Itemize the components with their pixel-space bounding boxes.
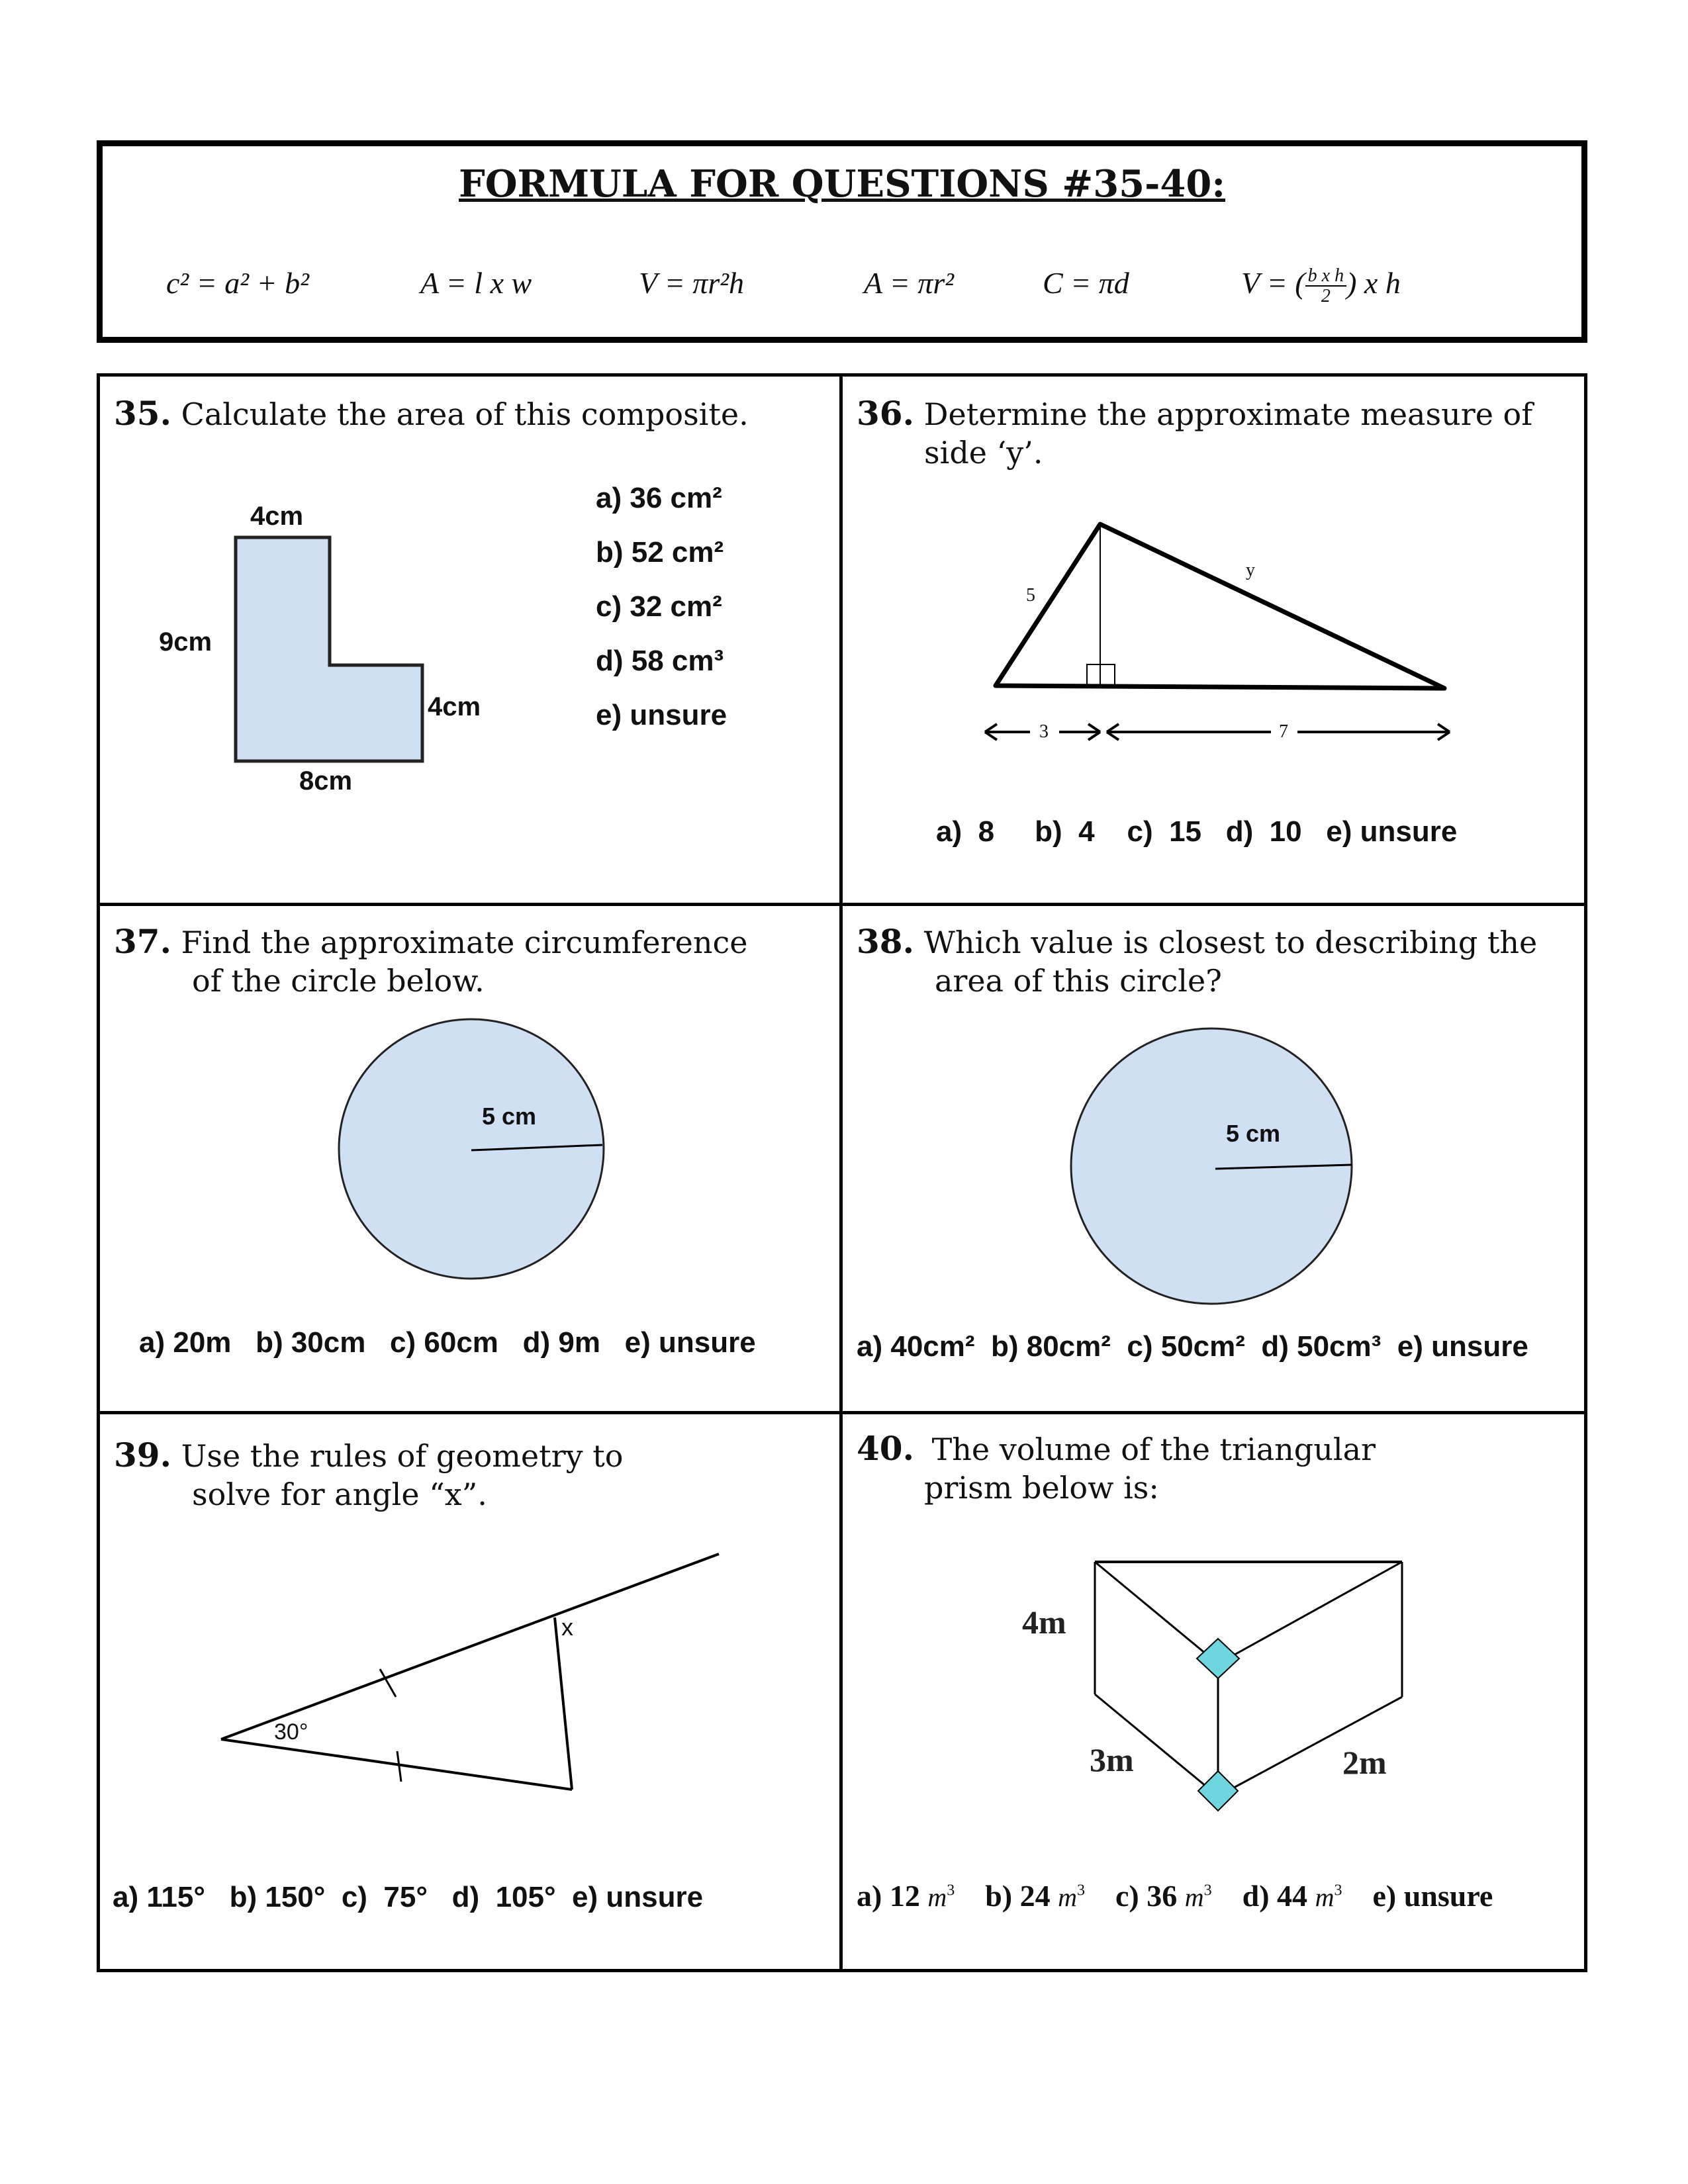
formula-vol-cyl: V = πr²h [639, 266, 745, 300]
formula-vol-prism [1241, 265, 1401, 306]
label-right-2m: 2m [1342, 1744, 1387, 1781]
formula-vol-prism-tail: ) x h [1346, 266, 1401, 300]
q39-options[interactable]: a) 115° b) 150° c) 75° d) 105° e) unsure [113, 1881, 704, 1913]
angle-label-x: x [561, 1614, 573, 1641]
grid-divider-vertical [839, 373, 843, 1972]
option-c[interactable]: c) 36 $m^3$ [1115, 1879, 1212, 1913]
q38-options[interactable]: a) 40cm² b) 80cm² c) 50cm² d) 50cm³ e) unsure [857, 1330, 1528, 1363]
question-text: Which value is closest to describing the [923, 925, 1538, 960]
question-39 [114, 1436, 623, 1514]
question-number: 40. [857, 1429, 914, 1468]
question-number: 36. [857, 394, 914, 433]
formula-fraction [1305, 266, 1346, 306]
label-left-3m: 3m [1090, 1741, 1134, 1778]
label-left-height: 9cm [159, 627, 212, 657]
formula-area-rect: A = l x w [420, 266, 532, 300]
question-text: Use the rules of geometry to [181, 1438, 624, 1474]
formula-circumference: C = πd [1043, 266, 1129, 300]
question-number: 39. [114, 1435, 171, 1475]
option-b[interactable]: b) 24 $m^3$ [985, 1879, 1086, 1913]
question-text-line2: side ‘y’. [924, 435, 1043, 471]
radius-label: 5 cm [1226, 1120, 1281, 1147]
label-height-4m: 4m [1022, 1604, 1066, 1641]
radius-label: 5 cm [482, 1103, 537, 1130]
option-d[interactable]: d) 58 cm³ [596, 645, 724, 677]
q36-options[interactable]: a) 8 b) 4 c) 15 d) 10 e) unsure [936, 815, 1458, 848]
option-e[interactable]: e) unsure [1372, 1879, 1493, 1913]
question-text: The volume of the triangular [931, 1432, 1376, 1467]
question-text: Find the approximate circumference [181, 925, 748, 960]
fraction-numerator: b x h [1305, 266, 1346, 287]
formula-pythagorean: c² = a² + b² [166, 266, 309, 300]
fraction-denominator: 2 [1321, 286, 1331, 307]
option-b[interactable]: b) 52 cm² [596, 536, 724, 569]
question-number: 38. [857, 922, 914, 961]
question-number: 35. [114, 394, 171, 433]
formula-vol-prism-lead: V = ( [1241, 266, 1305, 300]
option-a[interactable]: a) 36 cm² [596, 482, 722, 514]
option-e[interactable]: e) unsure [596, 699, 727, 731]
q37-options[interactable]: a) 20m b) 30cm c) 60cm d) 9m e) unsure [139, 1326, 756, 1359]
question-36 [857, 394, 1532, 472]
question-35 [114, 394, 749, 433]
label-step-height: 4cm [428, 692, 481, 721]
question-40 [857, 1430, 1376, 1507]
question-text: Calculate the area of this composite. [181, 396, 749, 432]
option-a[interactable]: a) 12 $m^3$ [857, 1879, 955, 1913]
option-c[interactable]: c) 32 cm² [596, 590, 722, 623]
q40-options [857, 1878, 1493, 1913]
formula-title: FORMULA FOR QUESTIONS #35-40: [458, 162, 1225, 206]
question-37 [114, 923, 747, 1000]
question-text-line2: prism below is: [924, 1470, 1159, 1506]
formula-box [97, 140, 1587, 343]
label-side-y: y [1246, 560, 1255, 580]
question-text-line2: solve for angle “x”. [192, 1477, 487, 1512]
label-seg-7: 7 [1279, 721, 1288, 742]
q35-options [596, 482, 727, 753]
angle-label-30: 30° [274, 1719, 308, 1745]
option-d[interactable]: d) 44 $m^3$ [1242, 1879, 1342, 1913]
grid-divider-row1 [97, 903, 1587, 906]
question-text-line2: area of this circle? [935, 963, 1222, 999]
question-number: 37. [114, 922, 171, 961]
question-text-line2: of the circle below. [192, 963, 485, 999]
formula-area-circle: A = πr² [864, 266, 955, 300]
question-text: Determine the approximate measure of [923, 396, 1533, 432]
label-seg-3: 3 [1039, 721, 1049, 742]
q40-diagram [0, 0, 1, 1]
label-side-5: 5 [1026, 585, 1035, 606]
circle [339, 1019, 604, 1279]
label-bottom-width: 8cm [299, 766, 353, 796]
question-38 [857, 923, 1537, 1000]
label-top-width: 4cm [250, 502, 304, 531]
grid-divider-row2 [97, 1411, 1587, 1414]
